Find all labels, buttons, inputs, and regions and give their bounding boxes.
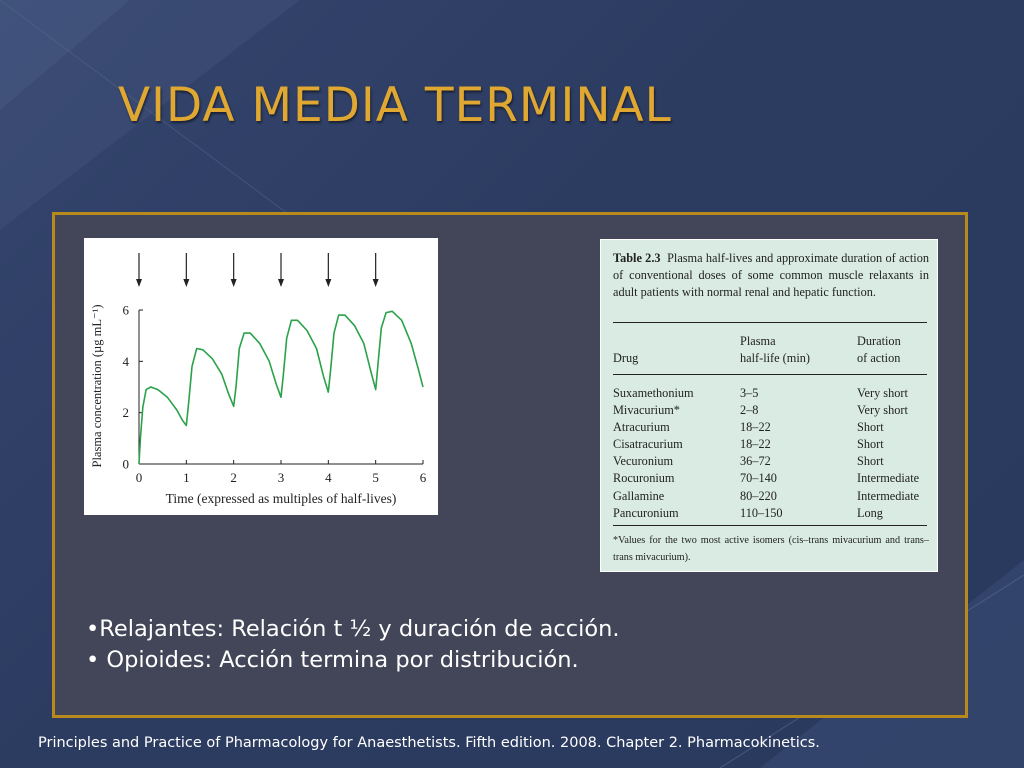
cell-duration: Very short [857,403,908,418]
cell-duration: Very short [857,386,908,400]
x-tick-label: 0 [135,470,143,485]
col-header-halflife-1: Plasma [740,334,776,348]
bullet-relajantes: •Relajantes: Relación t ½ y duración de acción. [86,616,620,642]
cell-duration: Intermediate [857,471,920,486]
cell-drug: Atracurium [613,420,670,435]
x-tick-label: 5 [372,470,379,485]
dose-arrow-icon [325,253,331,287]
table-caption-text: Plasma half-lives and approximate duration of action of conventional doses of some common muscle relaxants in adult patients with normal renal and hepatic function. [613,251,929,299]
citation: Principles and Practice of Pharmacology for Anaesthetists. Fifth edition. 2008. Chapter 2. Pharmacokinetics. [38,735,820,751]
y-tick-label: 4 [122,353,129,369]
cell-duration: Short [857,437,884,452]
table-row [613,453,929,470]
cell-halflife: 80–220 [740,488,777,503]
col-header-halflife-2: half-life (min) [740,351,810,365]
y-tick-label: 0 [122,456,129,472]
dose-arrow-icon [183,253,189,287]
table-body [613,385,929,522]
cell-drug: Gallamine [613,488,665,503]
dose-arrow-icon [231,253,237,287]
cell-drug: Vecuronium [613,454,674,469]
table-row [613,436,929,453]
cell-halflife: 2–8 [740,403,759,418]
table-footnote: *Values for the two most active isomers (cis–trans mivacurium and trans–trans mivacurium). [613,535,929,563]
cell-halflife: 36–72 [740,454,771,469]
cell-halflife: 70–140 [740,471,777,486]
col-header-duration-1: Duration [857,334,901,348]
y-axis-label: Plasma concentration (µg mL⁻¹) [90,304,104,468]
halflife-table [600,239,938,572]
dose-arrow-icon [136,253,142,287]
dose-arrow-icon [278,253,284,287]
x-axis-label: Time (expressed as multiples of half-lives) [165,491,397,506]
x-tick-label: 1 [183,470,190,485]
x-tick-label: 3 [277,470,285,485]
col-header-duration-2: of action [857,351,901,365]
graph-svg [84,238,438,515]
table-label: Table 2.3 [613,251,661,265]
cell-drug: Mivacurium* [613,403,680,418]
cell-drug: Cisatracurium [613,437,683,452]
concentration-graph [84,238,438,515]
table-rule-header [613,374,927,375]
cell-duration: Intermediate [857,488,920,503]
table-row [613,402,929,419]
bullet-opioides: • Opioides: Acción termina por distribución. [86,647,579,673]
col-header-drug: Drug [613,351,639,365]
y-tick-label: 6 [122,302,129,318]
table-caption [613,250,929,301]
cell-halflife: 18–22 [740,437,771,452]
table-row [613,470,929,487]
cell-halflife: 18–22 [740,420,771,435]
cell-duration: Long [857,505,883,520]
table-row [613,505,929,522]
concentration-curve [139,311,423,464]
x-tick-label: 6 [419,470,427,485]
table-row [613,385,929,402]
dose-arrow-icon [373,253,379,287]
table-row [613,419,929,436]
cell-drug: Pancuronium [613,505,679,520]
x-tick-label: 4 [325,470,332,485]
slide-title: VIDA MEDIA TERMINAL [118,78,672,133]
cell-drug: Suxamethonium [613,386,694,400]
cell-duration: Short [857,420,884,435]
cell-halflife: 110–150 [740,505,783,520]
y-tick-label: 2 [122,405,129,421]
table-rule-top [613,322,927,323]
cell-duration: Short [857,454,884,469]
bullet-list [86,614,620,676]
table-row [613,488,929,505]
cell-drug: Rocuronium [613,471,675,486]
x-tick-label: 2 [230,470,237,485]
cell-halflife: 3–5 [740,386,759,400]
table-rule-bottom [613,525,927,526]
